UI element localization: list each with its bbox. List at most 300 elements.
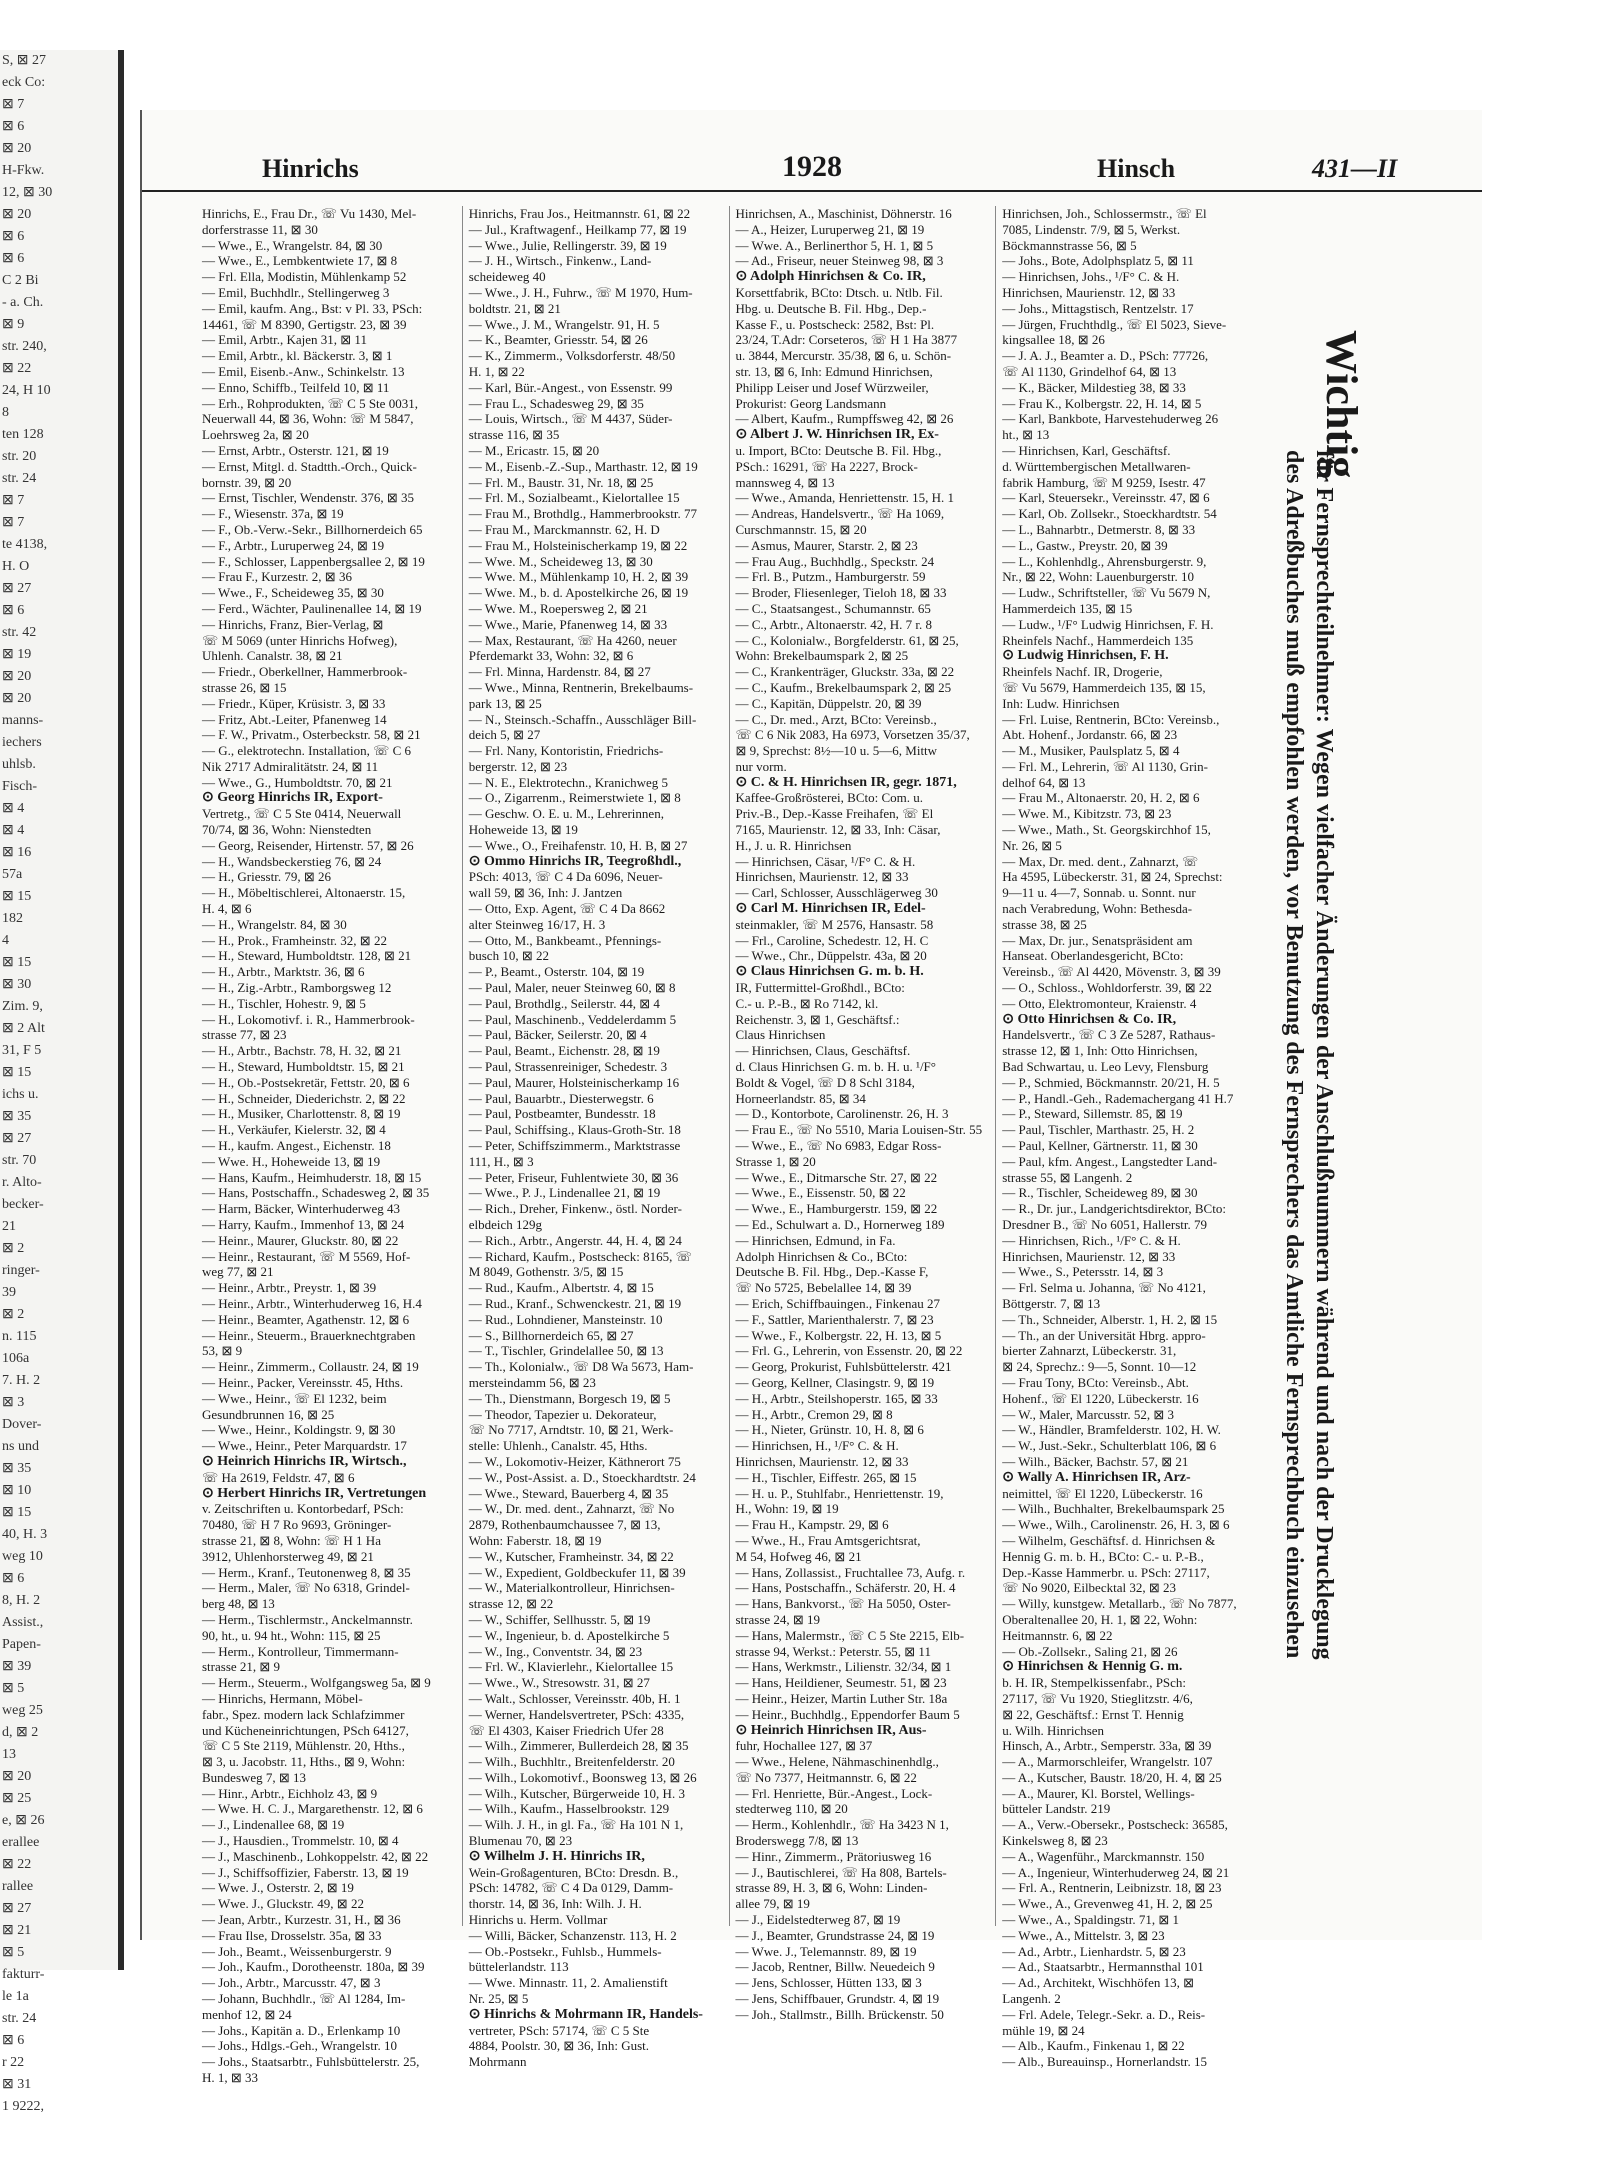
directory-entry: H., Wohn: 19, ⊠ 19	[735, 1501, 839, 1517]
directory-entry: — Frau F., Kurzestr. 2, ⊠ 36	[202, 569, 352, 585]
directory-entry: ☏ El 4303, Kaiser Friedrich Ufer 28	[468, 1722, 664, 1738]
directory-entry: — Erh., Rohprodukten, ☏ C 5 Ste 0031,	[202, 395, 418, 411]
directory-entry: mannsweg 4, ⊠ 13	[735, 474, 835, 490]
directory-entry: — L., Kohlenhdlg., Ahrensburgerstr. 9,	[1002, 553, 1207, 569]
margin-fragment: weg 10	[2, 1549, 43, 1564]
directory-entry: ⊠ 22, Geschäftsf.: Ernst T. Hennig	[1002, 1706, 1184, 1722]
directory-entry: — Wwe., E., Ditmarsche Str. 27, ⊠ 22	[735, 1169, 938, 1185]
directory-entry: — Heinr., Packer, Vereinsstr. 45, Hths.	[202, 1374, 404, 1390]
directory-entry: Bad Schwartau, u. Leo Levy, Flensburg	[1002, 1059, 1209, 1075]
directory-entry: — Hinr., Arbtr., Eichholz 43, ⊠ 9	[202, 1785, 378, 1801]
directory-entry: — F. W., Privatm., Osterbeckstr. 58, ⊠ 21	[202, 727, 421, 743]
directory-entry: — Wwe. J., Gluckstr. 49, ⊠ 22	[202, 1896, 364, 1912]
directory-entry: — J., Lindenallee 68, ⊠ 19	[202, 1817, 345, 1833]
directory-entry: Curschmannstr. 15, ⊠ 20	[735, 521, 867, 537]
directory-entry: — H., Arbtr., Steilshoperstr. 165, ⊠ 33	[735, 1390, 938, 1406]
directory-entry: Prokurist: Georg Landsmann	[735, 395, 887, 411]
directory-entry: Hinrichsen, A., Maschinist, Döhnerstr. 16	[735, 206, 952, 221]
margin-fragment: le 1a	[2, 1989, 29, 2004]
margin-fragment: ⊠ 6	[2, 1571, 25, 1586]
directory-entry: — J. A. J., Beamter a. D., PSch: 77726,	[1002, 348, 1209, 364]
directory-entry: ⊙ Adolph Hinrichsen & Co. IR,	[735, 269, 926, 285]
directory-entry: 27117, ☏ Vu 1920, Stieglitzstr. 4/6,	[1002, 1690, 1193, 1706]
directory-entry: — Max, Dr. med. dent., Zahnarzt, ☏	[1002, 853, 1199, 869]
column-3	[735, 206, 997, 2022]
directory-entry: — Joh., Kaufm., Dorotheenstr. 180a, ⊠ 39	[202, 1959, 425, 1975]
directory-entry: — Karl, Bür.-Angest., von Essenstr. 99	[468, 379, 673, 395]
margin-fragment: ⊠ 7	[2, 515, 25, 530]
margin-fragment: ⊠ 39	[2, 1659, 32, 1674]
margin-fragment: ⊠ 16	[2, 845, 32, 860]
directory-entry: Handelsvertr., ☏ C 3 Ze 5287, Rathaus-	[1002, 1027, 1216, 1043]
directory-entry: — Hans, Bankvorst., ☏ Ha 5050, Oster-	[735, 1596, 951, 1612]
directory-entry: — Willy, kunstgew. Metallarb., ☏ No 7877,	[1002, 1596, 1237, 1612]
margin-fragment: ns und	[2, 1439, 39, 1454]
directory-entry: 111, H., ⊠ 3	[468, 1153, 534, 1169]
directory-entry: — H., Steward, Humboldtstr. 128, ⊠ 21	[202, 948, 412, 964]
directory-entry: — Paul, Postbeamter, Bundesstr. 18	[468, 1106, 656, 1122]
directory-entry: — L., Bahnarbtr., Detmerstr. 8, ⊠ 33	[1002, 521, 1196, 537]
directory-entry: — C., Dr. med., Arzt, BCto: Vereinsb.,	[735, 711, 937, 727]
directory-entry: — Wilh., Zimmerer, Bullerdeich 28, ⊠ 35	[468, 1738, 689, 1754]
directory-entry: — J. H., Wirtsch., Finkenw., Land-	[468, 253, 652, 269]
directory-entry: — Paul, Bäcker, Seilerstr. 20, ⊠ 4	[468, 1027, 647, 1043]
directory-entry: ⊙ Ommo Hinrichs IR, Teegroßhdl.,	[468, 853, 682, 869]
margin-fragment: eck Co:	[2, 75, 46, 90]
directory-entry: Kaffee-Großrösterei, BCto: Com. u.	[735, 790, 923, 806]
directory-entry: — Joh., Beamt., Weissenburgerstr. 9	[202, 1943, 392, 1959]
directory-entry: nach Verabredung, Wohn: Bethesda-	[1002, 901, 1193, 917]
margin-fragment: ten 128	[2, 427, 44, 442]
directory-entry: — Wwe., Marie, Pfanenweg 14, ⊠ 33	[468, 616, 668, 632]
directory-entry: — Carl, Schlosser, Ausschlägerweg 30	[735, 885, 938, 901]
directory-entry: Hinsch, A., Arbtr., Semperstr. 33a, ⊠ 39	[1002, 1738, 1212, 1754]
directory-entry: — Paul, kfm. Angest., Langstedter Land-	[1002, 1153, 1218, 1169]
directory-entry: berg 48, ⊠ 13	[202, 1596, 275, 1612]
directory-entry: — Wwe., Heinr., ☏ El 1232, beim	[202, 1390, 387, 1406]
directory-entry: alter Steinweg 16/17, H. 3	[468, 916, 606, 932]
directory-entry: ⊙ Wally A. Hinrichsen IR, Arz-	[1002, 1469, 1191, 1485]
directory-entry: — H., Wrangelstr. 84, ⊠ 30	[202, 916, 347, 932]
directory-entry: — P., Steward, Sillemstr. 85, ⊠ 19	[1002, 1106, 1183, 1122]
directory-entry: strasse 12, ⊠ 1, Inh: Otto Hinrichsen,	[1002, 1043, 1198, 1059]
directory-entry: — F., Wiesenstr. 37a, ⊠ 19	[202, 506, 344, 522]
directory-entry: M 8049, Gothenstr. 3/5, ⊠ 15	[468, 1264, 624, 1280]
directory-entry: — H., Lokomotivf. i. R., Hammerbrook-	[202, 1011, 415, 1027]
margin-fragment: ⊠ 10	[2, 1483, 32, 1498]
header-year: 1928	[782, 150, 842, 183]
margin-fragment: n. 115	[2, 1329, 37, 1344]
directory-entry: — Th., an der Universität Hbrg. appro-	[1002, 1327, 1206, 1343]
directory-entry: — Heinr., Arbtr., Preystr. 1, ⊠ 39	[202, 1280, 377, 1296]
directory-entry: Nr., ⊠ 22, Wohn: Lauenburgerstr. 10	[1002, 569, 1194, 585]
directory-entry: strasse 55, ⊠ Langenh. 2	[1002, 1169, 1133, 1185]
directory-entry: Oberaltenallee 20, H. 1, ⊠ 22, Wohn:	[1002, 1611, 1198, 1627]
directory-entry: ⊠ 9, Sprechst: 8½—10 u. 5—6, Mittw	[735, 743, 938, 759]
directory-entry: — Louis, Wirtsch., ☏ M 4437, Süder-	[468, 411, 673, 427]
directory-entry: — S., Billhornerdeich 65, ⊠ 27	[468, 1327, 634, 1343]
directory-entry: wall 59, ⊠ 36, Inh: J. Jantzen	[468, 885, 623, 901]
notice-line-1: für Fernsprechteilnehmer: Wegen vielfacher Änderungen der Anschlußnummern während und nach der Drucklegung	[1311, 450, 1337, 1660]
header-last-name: Hinsch	[1097, 154, 1176, 183]
directory-entry: — Johs., Hdlgs.-Geh., Wrangelstr. 10	[202, 2038, 397, 2054]
directory-entry: — Th., Schneider, Alberstr. 1, H. 2, ⊠ 15	[1002, 1311, 1218, 1327]
directory-entry: — Frl. Ella, Modistin, Mühlenkamp 52	[202, 269, 407, 285]
directory-entry: Hbg. u. Deutsche B. Fil. Hbg., Dep.-	[735, 300, 927, 316]
directory-entry: — Ad., Arbtr., Lienhardstr. 5, ⊠ 23	[1002, 1943, 1186, 1959]
directory-entry: — L., Gastw., Preystr. 20, ⊠ 39	[1002, 537, 1168, 553]
directory-entry: — C., Kapitän, Düppelstr. 20, ⊠ 39	[735, 695, 922, 711]
directory-entry: — Ob.-Zollsekr., Saling 21, ⊠ 26	[1002, 1643, 1178, 1659]
directory-entry: — H., Arbtr., Cremon 29, ⊠ 8	[735, 1406, 893, 1422]
directory-entry: — Max, Dr. jur., Senatspräsident am	[1002, 932, 1193, 948]
directory-entry: nur vorm.	[735, 758, 787, 774]
margin-fragment: 182	[2, 911, 23, 926]
directory-entry: kingsallee 18, ⊠ 26	[1002, 332, 1105, 348]
directory-entry: Inh: Ludw. Hinrichsen	[1002, 695, 1120, 711]
directory-entry: — Wwe., P. J., Lindenallee 21, ⊠ 19	[468, 1185, 661, 1201]
directory-entry: — Joh., Arbtr., Marcusstr. 47, ⊠ 3	[202, 1975, 381, 1991]
directory-entry: — Emil, Buchhdlr., Stellingerweg 3	[202, 284, 390, 300]
directory-entry: — Richard, Kaufm., Postscheck: 8165, ☏	[468, 1248, 692, 1264]
directory-entry: IR, Futtermittel-Großhdl., BCto:	[735, 980, 905, 996]
margin-fragment: ⊠ 20	[2, 669, 32, 684]
margin-fragment: ⊠ 2	[2, 1241, 25, 1256]
margin-fragment: ⊠ 7	[2, 97, 25, 112]
directory-entry: Loehrsweg 2a, ⊠ 20	[202, 427, 309, 443]
directory-entry: Priv.-B., Dep.-Kasse Freihafen, ☏ El	[735, 806, 934, 822]
directory-entry: — Wwe. M., Kibitzstr. 73, ⊠ 23	[1002, 806, 1172, 822]
directory-entry: ⊙ Hinrichs & Mohrmann IR, Handels-	[468, 2006, 703, 2022]
directory-entry: ⊙ Albert J. W. Hinrichsen IR, Ex-	[735, 427, 939, 443]
margin-fragment: ⊠ 15	[2, 1505, 32, 1520]
directory-entry: — Emil, Arbtr., kl. Bäckerstr. 3, ⊠ 1	[202, 348, 393, 364]
directory-entry: — Frau Aug., Buchhdlg., Speckstr. 24	[735, 553, 935, 569]
margin-fragment: ⊠ 2 Alt	[2, 1021, 45, 1036]
directory-entry: — Herm., Tischlermstr., Anckelmannstr.	[202, 1611, 413, 1627]
directory-entry: — Wwe. A., Berlinerthor 5, H. 1, ⊠ 5	[735, 237, 934, 253]
entry-columns	[202, 206, 1262, 2086]
margin-fragment: ⊠ 15	[2, 889, 32, 904]
directory-entry: — Paul, Strassenreiniger, Schedestr. 3	[468, 1059, 668, 1075]
margin-fragment: iechers	[2, 735, 42, 750]
directory-entry: — M., Eisenb.-Z.-Sup., Marthastr. 12, ⊠ 19	[468, 458, 698, 474]
margin-fragment: ⊠ 27	[2, 1131, 32, 1146]
directory-entry: — Wwe., A., Spaldingstr. 71, ⊠ 1	[1002, 1912, 1180, 1928]
directory-entry: Pferdemarkt 33, Wohn: 32, ⊠ 6	[468, 648, 634, 664]
directory-entry: — Wwe., J. H., Fuhrw., ☏ M 1970, Hum-	[468, 284, 693, 300]
margin-fragment: 40, H. 3	[2, 1527, 48, 1542]
directory-entry: boldtstr. 21, ⊠ 21	[468, 300, 561, 316]
directory-entry: — A., Maurer, Kl. Borstel, Wellings-	[1002, 1785, 1195, 1801]
directory-entry: — Heinr., Buchhdlg., Eppendorfer Baum 5	[735, 1706, 960, 1722]
directory-entry: — Theodor, Tapezier u. Dekorateur,	[468, 1406, 657, 1422]
directory-entry: ☏ Vu 5679, Hammerdeich 135, ⊠ 15,	[1002, 679, 1206, 695]
directory-entry: — G., elektrotechn. Installation, ☏ C 6	[202, 743, 412, 759]
directory-entry: — Wwe., Julie, Rellingerstr. 39, ⊠ 19	[468, 237, 667, 253]
directory-entry: ☏ No 9020, Eilbecktal 32, ⊠ 23	[1002, 1580, 1176, 1596]
margin-fragment: ⊠ 27	[2, 581, 32, 596]
directory-entry: ⊙ Claus Hinrichsen G. m. b. H.	[735, 964, 924, 980]
directory-entry: — Frau K., Kolbergstr. 22, H. 14, ⊠ 5	[1002, 395, 1202, 411]
directory-entry: fabr., Spez. modern lack Schlafzimmer	[202, 1706, 405, 1722]
directory-entry: — Frl. Adele, Telegr.-Sekr. a. D., Reis-	[1002, 2006, 1206, 2022]
margin-fragment: ⊠ 30	[2, 977, 32, 992]
directory-entry: — Wilh., Kaufm., Hasselbrookstr. 129	[468, 1801, 670, 1817]
directory-entry: d. Württembergischen Metallwaren-	[1002, 458, 1191, 474]
directory-entry: — Frau Tony, BCto: Vereinsb., Abt.	[1002, 1374, 1189, 1390]
directory-entry: — J., Hausdien., Trommelstr. 10, ⊠ 4	[202, 1833, 399, 1849]
directory-entry: — Frl. W., Klavierlehr., Kielortallee 15	[468, 1659, 674, 1675]
directory-entry: — H., Zig.-Arbtr., Ramborgsweg 12	[202, 980, 392, 996]
directory-entry: — Geschw. O. E. u. M., Lehrerinnen,	[468, 806, 664, 822]
directory-entry: — A., Heizer, Luruperweg 21, ⊠ 19	[735, 221, 925, 237]
directory-entry: büttelerlandstr. 113	[468, 1959, 569, 1975]
directory-entry: — Wilh. J. H., in gl. Fa., ☏ Ha 101 N 1,	[468, 1817, 684, 1833]
directory-entry: — Johann, Buchhdlr., ☏ Al 1284, Im-	[202, 1991, 406, 2007]
directory-entry: — Peter, Friseur, Fuhlentwiete 30, ⊠ 36	[468, 1169, 679, 1185]
directory-entry: — Wwe., H., Frau Amtsgerichtsrat,	[735, 1532, 921, 1548]
directory-entry: — Rud., Kranf., Schwenckestr. 21, ⊠ 19	[468, 1295, 682, 1311]
directory-entry: stedterweg 110, ⊠ 20	[735, 1801, 848, 1817]
directory-entry: bierter Zahnarzt, Lübeckerstr. 31,	[1002, 1343, 1177, 1359]
directory-entry: — Jürgen, Fruchthdlg., ☏ El 5023, Sieve-	[1002, 316, 1227, 332]
directory-entry: ⊙ Herbert Hinrichs IR, Vertretungen	[202, 1485, 427, 1501]
previous-page-edge	[0, 50, 124, 2114]
directory-entry: — W., Ingenieur, b. d. Apostelkirche 5	[468, 1627, 670, 1643]
directory-entry: — Heinr., Arbtr., Winterhuderweg 16, H.4	[202, 1295, 422, 1311]
directory-entry: — Georg, Reisender, Hirtenstr. 57, ⊠ 26	[202, 837, 414, 853]
directory-entry: — Johs., Kapitän a. D., Erlenkamp 10	[202, 2022, 401, 2038]
directory-entry: ☏ C 5 Ste 2119, Mühlenstr. 20, Hths.,	[202, 1738, 405, 1754]
directory-entry: Dresdner B., ☏ No 6051, Hallerstr. 79	[1002, 1217, 1207, 1232]
margin-fragment: str. 70	[2, 1153, 37, 1168]
directory-entry: — Wilh., Bäcker, Bachstr. 57, ⊠ 21	[1002, 1453, 1189, 1469]
directory-entry: — Ludw., Schriftsteller, ☏ Vu 5679 N,	[1002, 585, 1211, 601]
directory-entry: — Herm., Kranf., Teutonenweg 8, ⊠ 35	[202, 1564, 411, 1580]
directory-entry: — Werner, Handelsvertreter, PSch: 4335,	[468, 1706, 685, 1722]
directory-entry: — Frl. M., Lehrerin, ☏ Al 1130, Grin-	[1002, 758, 1208, 774]
directory-entry: Hennig G. m. b. H., BCto: C.- u. P.-B.,	[1002, 1548, 1204, 1564]
margin-fragment: 1 9222,	[2, 2099, 44, 2114]
directory-entry: — C., Kolonialw., Borgfelderstr. 61, ⊠ 25,	[735, 632, 959, 648]
margin-fragment: ⊠ 9	[2, 317, 25, 332]
directory-entry: — Wwe., E., ☏ No 6983, Edgar Ross-	[735, 1138, 942, 1154]
margin-fragment: ⊠ 6	[2, 229, 25, 244]
margin-fragment: str. 24	[2, 471, 37, 486]
directory-entry: — H., Wandsbeckerstieg 76, ⊠ 24	[202, 853, 382, 869]
directory-entry: — A., Kutscher, Baustr. 18/20, H. 4, ⊠ 25	[1002, 1769, 1222, 1785]
margin-fragment: ⊠ 15	[2, 955, 32, 970]
directory-entry: C.- u. P.-B., ⊠ Ro 7142, kl.	[735, 995, 879, 1011]
directory-entry: — Wwe., S., Petersstr. 14, ⊠ 3	[1002, 1264, 1164, 1280]
margin-fragment: str. 24	[2, 2011, 37, 2026]
directory-entry: — Ad., Staatsarbtr., Hermannsthal 101	[1002, 1959, 1204, 1975]
directory-entry: fabrik Hamburg, ☏ M 9259, Isestr. 47	[1002, 474, 1206, 490]
directory-entry: — Wilh., Lokomotivf., Boonsweg 13, ⊠ 26	[468, 1769, 697, 1785]
directory-entry: Strasse 1, ⊠ 20	[735, 1153, 816, 1169]
directory-entry: — A., Wagenführ., Marckmannstr. 150	[1002, 1848, 1205, 1864]
margin-fragment: ⊠ 19	[2, 647, 32, 662]
directory-entry: — J., Bautischlerei, ☏ Ha 808, Bartels-	[735, 1864, 947, 1880]
directory-entry: — F., Ob.-Verw.-Sekr., Billhornerdeich 65	[202, 521, 423, 537]
directory-entry: ☏ Ha 2619, Feldstr. 47, ⊠ 6	[202, 1469, 355, 1485]
directory-entry: Claus Hinrichsen	[735, 1027, 826, 1043]
directory-entry: — A., Ingenieur, Winterhuderweg 24, ⊠ 21	[1002, 1864, 1230, 1880]
directory-entry: ☏ M 5069 (unter Hinrichs Hofweg),	[202, 632, 398, 648]
directory-entry: M 54, Hofweg 46, ⊠ 21	[735, 1548, 862, 1564]
directory-entry: — Jul., Kraftwagenf., Heilkamp 77, ⊠ 19	[468, 221, 687, 237]
margin-fragment: ⊠ 6	[2, 119, 25, 134]
directory-entry: H. 1, ⊠ 22	[468, 363, 525, 379]
directory-entry: — J., Eidelstedterweg 87, ⊠ 19	[735, 1912, 901, 1928]
directory-entry: str. 13, ⊠ 6, Inh: Edmund Hinrichsen,	[735, 363, 933, 379]
directory-entry: Nik 2717 Admiralitätstr. 24, ⊠ 11	[202, 758, 379, 774]
directory-entry: — Wwe. J., Telemannstr. 89, ⊠ 19	[735, 1943, 917, 1959]
directory-entry: — Hans, Zollassist., Fruchtallee 73, Aufg. r.	[735, 1564, 966, 1580]
directory-entry: — Paul, Maler, neuer Steinweg 60, ⊠ 8	[468, 980, 676, 996]
directory-entry: — R., Tischler, Scheideweg 89, ⊠ 30	[1002, 1185, 1198, 1201]
margin-fragment: ⊠ 20	[2, 141, 32, 156]
directory-entry: ☏ Al 1130, Grindelhof 64, ⊠ 13	[1002, 363, 1177, 379]
margin-fragment: r 22	[2, 2055, 25, 2070]
directory-entry: — Herm., Kontrolleur, Timmermann-	[202, 1643, 399, 1659]
directory-entry: ⊙ Ludwig Hinrichsen, F. H.	[1002, 648, 1169, 664]
margin-fragment: d, ⊠ 2	[2, 1725, 39, 1740]
directory-entry: Heitmannstr. 6, ⊠ 22	[1002, 1627, 1113, 1643]
directory-entry: Abt. Hohenf., Jordanstr. 66, ⊠ 23	[1002, 727, 1178, 743]
column-1	[202, 206, 463, 2086]
margin-fragment: Assist.,	[2, 1615, 44, 1630]
directory-entry: — Emil, Eisenb.-Anw., Schinkelstr. 13	[202, 363, 405, 379]
directory-entry: Mohrmann	[468, 2054, 527, 2070]
directory-entry: Rheinfels Nachf., Hammerdeich 135	[1002, 632, 1194, 648]
margin-fragment: ⊠ 35	[2, 1109, 32, 1124]
directory-entry: — Wwe., O., Freihafenstr. 10, H. B, ⊠ 27	[468, 837, 688, 853]
directory-entry: — Hinrichsen, Edmund, in Fa.	[735, 1232, 896, 1248]
directory-entry: — Karl, Bankbote, Harvestehuderweg 26	[1002, 411, 1219, 427]
directory-entry: — Frau L., Schadesweg 29, ⊠ 35	[468, 395, 644, 411]
directory-entry: — Frl. Luise, Rentnerin, BCto: Vereinsb.,	[1002, 711, 1220, 727]
directory-entry: Horneerlandstr. 85, ⊠ 34	[735, 1090, 866, 1106]
directory-entry: — P., Beamt., Osterstr. 104, ⊠ 19	[468, 964, 645, 980]
directory-entry: — Hinrichsen, Johs., ¹/F° C. & H.	[1002, 269, 1180, 285]
margin-fragment: ⊠ 20	[2, 1769, 32, 1784]
directory-entry: — H., kaufm. Angest., Eichenstr. 18	[202, 1138, 391, 1154]
directory-entry: — Wwe., A., Grevenweg 41, H. 2, ⊠ 25	[1002, 1896, 1213, 1912]
directory-entry: ⊙ Heinrich Hinrichs IR, Wirtsch.,	[202, 1453, 407, 1469]
directory-entry: — Joh., Stallmstr., Billh. Brückenstr. 50	[735, 2006, 944, 2022]
directory-entry: — Heinr., Maurer, Gluckstr. 80, ⊠ 22	[202, 1232, 399, 1248]
directory-entry: — H., Verkäufer, Kielerstr. 32, ⊠ 4	[202, 1122, 386, 1138]
directory-entry: — Ernst, Tischler, Wendenstr. 376, ⊠ 35	[202, 490, 415, 506]
directory-entry: — O., Schloss., Wohldorferstr. 39, ⊠ 22	[1002, 980, 1212, 996]
directory-entry: ⊙ Otto Hinrichsen & Co. IR,	[1002, 1011, 1177, 1027]
directory-entry: — Asmus, Maurer, Starstr. 2, ⊠ 23	[735, 537, 918, 553]
directory-entry: — Johs., Staatsarbtr., Fuhlsbüttelerstr. 25,	[202, 2054, 420, 2070]
margin-fragment: ringer-	[2, 1263, 40, 1278]
directory-entry: — Ed., Schulwart a. D., Hornerweg 189	[735, 1217, 945, 1232]
directory-entry: Broderswegg 7/8, ⊠ 13	[735, 1833, 859, 1849]
column-2	[468, 206, 730, 2070]
directory-entry: — W., Schiffer, Sellhusstr. 5, ⊠ 19	[468, 1611, 651, 1627]
directory-entry: — H., Schneider, Diederichstr. 2, ⊠ 22	[202, 1090, 406, 1106]
directory-entry: Blumenau 70, ⊠ 23	[468, 1833, 573, 1849]
directory-entry: fuhr, Hochallee 127, ⊠ 37	[735, 1738, 873, 1754]
directory-page	[140, 110, 1482, 2086]
directory-entry: steinmakler, ☏ M 2576, Hansastr. 58	[735, 916, 934, 932]
directory-entry: — Hinrichs, Hermann, Möbel-	[202, 1690, 363, 1706]
directory-entry: Hinrichs, E., Frau Dr., ☏ Vu 1430, Mel-	[202, 206, 417, 221]
directory-entry: H., J. u. R. Hinrichsen	[735, 837, 852, 853]
directory-entry: — W., Ing., Conventstr. 34, ⊠ 23	[468, 1643, 643, 1659]
directory-entry: Hohenf., ☏ El 1220, Lübeckerstr. 16	[1002, 1390, 1199, 1406]
directory-entry: — Paul, Bauarbtr., Diesterwegstr. 6	[468, 1090, 654, 1106]
directory-entry: — H., Griesstr. 79, ⊠ 26	[202, 869, 331, 885]
directory-entry: — H., Steward, Humboldtstr. 15, ⊠ 21	[202, 1059, 405, 1075]
directory-entry: — Frau E., ☏ No 5510, Maria Louisen-Str. 55	[735, 1122, 983, 1138]
directory-entry: — Wwe., F., Kolbergstr. 22, H. 13, ⊠ 5	[735, 1327, 942, 1343]
directory-entry: Hinrichs, Frau Jos., Heitmannstr. 61, ⊠ 22	[468, 206, 691, 221]
directory-entry: — Wwe. M., b. d. Apostelkirche 26, ⊠ 19	[468, 585, 689, 601]
directory-entry: Ha 4595, Lübeckerstr. 31, ⊠ 24, Sprechst:	[1002, 869, 1223, 885]
directory-entry: ⊙ Wilhelm J. H. Hinrichs IR,	[468, 1848, 645, 1864]
directory-entry: bornstr. 39, ⊠ 20	[202, 474, 292, 490]
directory-entry: — Hinrichsen, H., ¹/F° C. & H.	[735, 1438, 899, 1454]
directory-entry: — Willi, Bäcker, Schanzenstr. 113, H. 2	[468, 1927, 677, 1943]
margin-fragment: 8	[2, 405, 9, 420]
directory-entry: — Hinrichsen, Karl, Geschäftsf.	[1002, 442, 1171, 458]
directory-entry: Adolph Hinrichsen & Co., BCto:	[735, 1248, 908, 1264]
directory-entry: — N., Steinsch.-Schaffn., Ausschläger Bill-	[468, 711, 697, 727]
directory-entry: — Jens, Schiffbauer, Grundstr. 4, ⊠ 19	[735, 1991, 940, 2007]
margin-fragment: S, ⊠ 27	[2, 53, 47, 68]
directory-entry: thorstr. 14, ⊠ 36, Inh: Wilh. J. H.	[468, 1896, 642, 1912]
margin-fragment: ⊠ 5	[2, 1681, 25, 1696]
directory-entry: weg 77, ⊠ 21	[202, 1264, 274, 1280]
directory-entry: delhof 64, ⊠ 13	[1002, 774, 1086, 790]
directory-entry: — Frau H., Kampstr. 29, ⊠ 6	[735, 1517, 889, 1533]
directory-entry: Wohn: Faberstr. 18, ⊠ 19	[468, 1532, 602, 1548]
directory-entry: — Hinr., Zimmerm., Prätoriusweg 16	[735, 1848, 932, 1864]
directory-entry: — Alb., Kaufm., Finkenau 1, ⊠ 22	[1002, 2038, 1185, 2054]
margin-fragment: ⊠ 4	[2, 801, 25, 816]
margin-fragment: 106a	[2, 1351, 30, 1366]
directory-entry: — Frl. A., Rentnerin, Leibnizstr. 18, ⊠ 23	[1002, 1880, 1222, 1896]
directory-entry: strasse 116, ⊠ 35	[468, 427, 560, 443]
directory-entry: neimittel, ☏ El 1220, Lübeckerstr. 16	[1002, 1485, 1203, 1501]
margin-fragment: ⊠ 21	[2, 1923, 32, 1938]
directory-entry: — W., Kutscher, Framheinstr. 34, ⊠ 22	[468, 1548, 674, 1564]
directory-entry: — Otto, Elektromonteur, Kraienstr. 4	[1002, 995, 1197, 1011]
directory-entry: — Rich., Dreher, Finkenw., östl. Norder-	[468, 1201, 682, 1217]
directory-entry: strasse 38, ⊠ 25	[1002, 916, 1087, 932]
directory-entry: u. 3844, Mercurstr. 35/38, ⊠ 6, u. Schön-	[735, 348, 952, 364]
directory-entry: — Wwe., Chr., Düppelstr. 43a, ⊠ 20	[735, 948, 927, 964]
directory-entry: — Friedr., Oberkellner, Hammerbrook-	[202, 664, 408, 680]
directory-entry: — Alb., Bureauinsp., Hornerlandstr. 15	[1002, 2054, 1207, 2070]
directory-entry: strasse 21, ⊠ 8, Wohn: ☏ H 1 Ha	[202, 1532, 381, 1548]
directory-entry: — W., Just.-Sekr., Schulterblatt 106, ⊠ 6	[1002, 1438, 1217, 1454]
directory-entry: H. 1, ⊠ 33	[202, 2070, 259, 2086]
margin-fragment: ichs u.	[2, 1087, 39, 1102]
directory-entry: — P., Schmied, Böckmannstr. 20/21, H. 5	[1002, 1074, 1220, 1090]
directory-entry: — Paul, Kellner, Gärtnerstr. 11, ⊠ 30	[1002, 1138, 1198, 1154]
directory-entry: — Paul, Brothdlg., Seilerstr. 44, ⊠ 4	[468, 995, 660, 1011]
directory-entry: — C., Krankenträger, Gluckstr. 33a, ⊠ 22	[735, 664, 955, 680]
margin-fragment: weg 25	[2, 1703, 43, 1718]
directory-entry: 70480, ☏ H 7 Ro 9693, Gröninger-	[202, 1517, 392, 1533]
